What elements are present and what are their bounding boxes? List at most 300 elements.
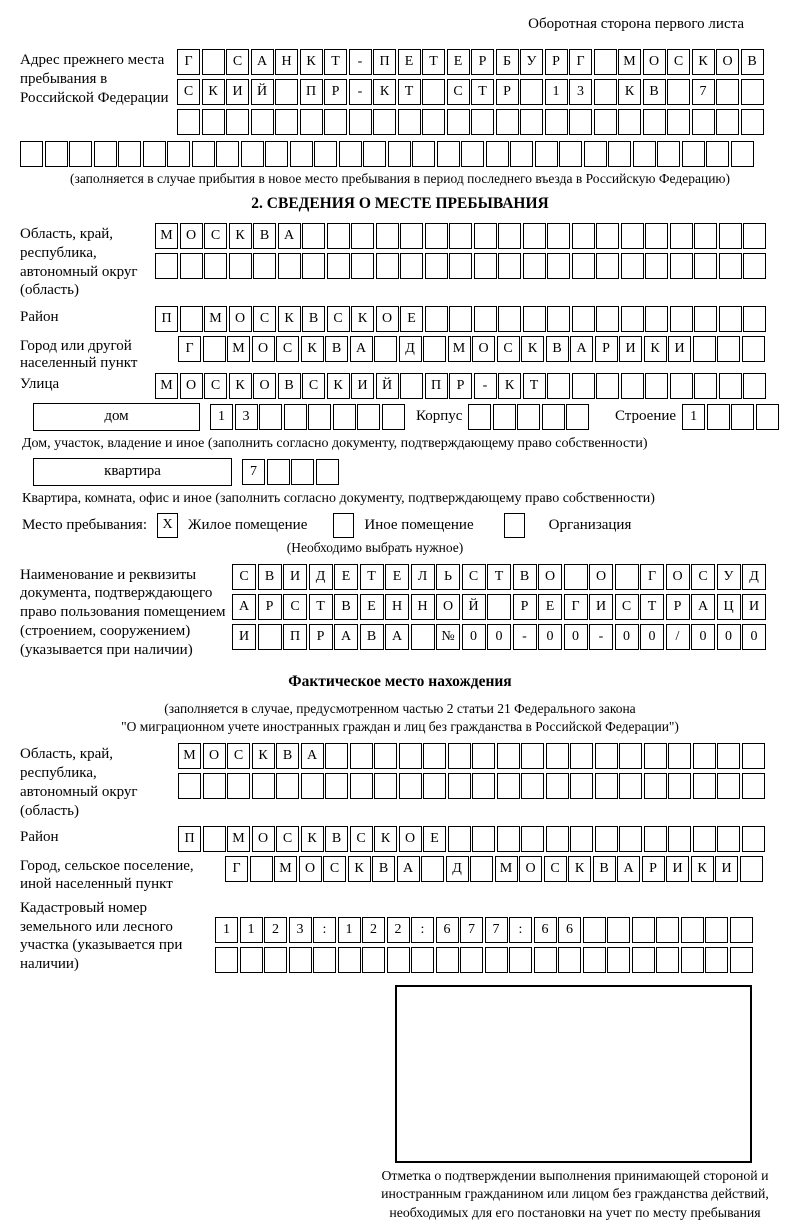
char-box[interactable]: Т [398, 79, 421, 105]
char-box[interactable]: 7 [485, 917, 508, 943]
char-box[interactable] [694, 306, 717, 332]
actual-district-row[interactable] [178, 826, 766, 852]
char-box[interactable]: С [204, 223, 227, 249]
char-box[interactable]: К [229, 223, 252, 249]
char-box[interactable] [461, 141, 484, 167]
char-box[interactable] [694, 373, 717, 399]
char-box[interactable] [667, 109, 690, 135]
char-box[interactable] [742, 336, 765, 362]
char-box[interactable] [448, 826, 471, 852]
char-box[interactable] [425, 253, 448, 279]
char-box[interactable] [705, 917, 728, 943]
char-box[interactable]: К [691, 856, 714, 882]
char-box[interactable] [595, 773, 618, 799]
char-box[interactable]: С [462, 564, 486, 590]
char-box[interactable]: 1 [215, 917, 238, 943]
char-box[interactable] [743, 373, 766, 399]
char-box[interactable]: 7 [692, 79, 715, 105]
char-box[interactable] [542, 404, 565, 430]
char-box[interactable]: В [372, 856, 395, 882]
char-box[interactable]: 1 [682, 404, 705, 430]
char-box[interactable]: С [544, 856, 567, 882]
char-box[interactable]: А [397, 856, 420, 882]
char-box[interactable] [693, 336, 716, 362]
char-box[interactable]: С [204, 373, 227, 399]
char-box[interactable] [693, 826, 716, 852]
prev-address-row-3[interactable] [177, 109, 765, 135]
char-box[interactable] [596, 373, 619, 399]
char-box[interactable] [595, 743, 618, 769]
char-box[interactable]: Т [324, 49, 347, 75]
char-box[interactable] [521, 826, 544, 852]
char-box[interactable]: 7 [242, 459, 265, 485]
char-box[interactable]: Р [449, 373, 472, 399]
char-box[interactable] [566, 404, 589, 430]
char-box[interactable] [487, 594, 511, 620]
char-box[interactable] [670, 223, 693, 249]
char-box[interactable] [374, 743, 397, 769]
char-box[interactable] [94, 141, 117, 167]
char-box[interactable] [546, 743, 569, 769]
char-box[interactable] [308, 404, 331, 430]
char-box[interactable] [275, 79, 298, 105]
char-box[interactable] [376, 223, 399, 249]
char-box[interactable]: 6 [534, 917, 557, 943]
char-box[interactable]: В [643, 79, 666, 105]
char-box[interactable] [584, 141, 607, 167]
char-box[interactable]: Е [447, 49, 470, 75]
char-box[interactable]: - [589, 624, 613, 650]
char-box[interactable] [545, 109, 568, 135]
char-box[interactable] [227, 773, 250, 799]
char-box[interactable] [521, 773, 544, 799]
char-box[interactable]: - [513, 624, 537, 650]
char-box[interactable]: Г [564, 594, 588, 620]
char-box[interactable] [716, 109, 739, 135]
char-box[interactable] [693, 773, 716, 799]
actual-region-row-1[interactable] [178, 743, 766, 769]
char-box[interactable] [523, 306, 546, 332]
char-box[interactable]: Е [400, 306, 423, 332]
char-box[interactable] [241, 141, 264, 167]
char-box[interactable] [644, 773, 667, 799]
char-box[interactable] [731, 141, 754, 167]
char-box[interactable]: К [300, 49, 323, 75]
prev-address-row-1[interactable] [177, 49, 765, 75]
char-box[interactable] [632, 947, 655, 973]
char-box[interactable] [730, 917, 753, 943]
char-box[interactable]: Р [471, 49, 494, 75]
house-number-row[interactable] [210, 404, 406, 430]
char-box[interactable]: - [349, 49, 372, 75]
char-box[interactable] [656, 917, 679, 943]
char-box[interactable] [314, 141, 337, 167]
char-box[interactable]: Г [225, 856, 248, 882]
char-box[interactable]: Й [251, 79, 274, 105]
char-box[interactable] [289, 947, 312, 973]
char-box[interactable]: М [155, 373, 178, 399]
char-box[interactable]: И [589, 594, 613, 620]
char-box[interactable] [486, 141, 509, 167]
char-box[interactable]: П [178, 826, 201, 852]
char-box[interactable] [496, 109, 519, 135]
char-box[interactable] [596, 253, 619, 279]
char-box[interactable]: И [715, 856, 738, 882]
char-box[interactable]: О [589, 564, 613, 590]
char-box[interactable] [621, 373, 644, 399]
char-box[interactable] [615, 564, 639, 590]
char-box[interactable] [742, 826, 765, 852]
char-box[interactable]: Т [471, 79, 494, 105]
char-box[interactable]: Г [640, 564, 664, 590]
actual-city-row[interactable] [225, 856, 764, 882]
char-box[interactable]: А [251, 49, 274, 75]
char-box[interactable] [570, 743, 593, 769]
char-box[interactable] [20, 141, 43, 167]
char-box[interactable] [425, 306, 448, 332]
char-box[interactable] [202, 109, 225, 135]
char-box[interactable] [493, 404, 516, 430]
char-box[interactable] [357, 404, 380, 430]
char-box[interactable] [177, 109, 200, 135]
char-box[interactable] [520, 79, 543, 105]
char-box[interactable]: М [274, 856, 297, 882]
char-box[interactable] [374, 336, 397, 362]
char-box[interactable]: 6 [558, 917, 581, 943]
char-box[interactable] [719, 223, 742, 249]
char-box[interactable]: П [373, 49, 396, 75]
char-box[interactable] [670, 253, 693, 279]
char-box[interactable] [399, 743, 422, 769]
char-box[interactable] [498, 306, 521, 332]
document-row-3[interactable] [232, 624, 768, 650]
char-box[interactable] [668, 773, 691, 799]
char-box[interactable] [398, 109, 421, 135]
char-box[interactable]: 0 [717, 624, 741, 650]
char-box[interactable]: - [474, 373, 497, 399]
char-box[interactable]: 3 [569, 79, 592, 105]
char-box[interactable] [717, 743, 740, 769]
document-row-1[interactable] [232, 564, 768, 590]
char-box[interactable] [594, 109, 617, 135]
char-box[interactable]: А [617, 856, 640, 882]
char-box[interactable]: - [349, 79, 372, 105]
char-box[interactable]: К [692, 49, 715, 75]
char-box[interactable]: К [327, 373, 350, 399]
char-box[interactable] [694, 223, 717, 249]
char-box[interactable] [471, 109, 494, 135]
char-box[interactable] [376, 253, 399, 279]
char-box[interactable] [275, 109, 298, 135]
char-box[interactable] [498, 253, 521, 279]
char-box[interactable]: В [741, 49, 764, 75]
char-box[interactable]: В [325, 336, 348, 362]
char-box[interactable]: В [253, 223, 276, 249]
char-box[interactable]: П [155, 306, 178, 332]
char-box[interactable]: О [436, 594, 460, 620]
char-box[interactable] [670, 373, 693, 399]
char-box[interactable]: О [399, 826, 422, 852]
char-box[interactable] [645, 253, 668, 279]
char-box[interactable] [333, 404, 356, 430]
char-box[interactable] [731, 404, 754, 430]
char-box[interactable] [449, 253, 472, 279]
cadastral-row-1[interactable] [215, 917, 754, 943]
char-box[interactable]: О [252, 336, 275, 362]
char-box[interactable]: А [334, 624, 358, 650]
char-box[interactable]: С [447, 79, 470, 105]
char-box[interactable]: М [618, 49, 641, 75]
char-box[interactable]: № [436, 624, 460, 650]
char-box[interactable]: О [472, 336, 495, 362]
char-box[interactable]: К [373, 79, 396, 105]
char-box[interactable] [423, 743, 446, 769]
char-box[interactable]: К [568, 856, 591, 882]
char-box[interactable] [400, 253, 423, 279]
char-box[interactable] [399, 773, 422, 799]
char-box[interactable]: Р [496, 79, 519, 105]
char-box[interactable]: О [253, 373, 276, 399]
char-box[interactable] [619, 773, 642, 799]
checkbox-organization[interactable] [504, 513, 525, 538]
char-box[interactable]: Р [309, 624, 333, 650]
char-box[interactable] [743, 306, 766, 332]
char-box[interactable]: Н [275, 49, 298, 75]
char-box[interactable] [682, 141, 705, 167]
char-box[interactable] [681, 947, 704, 973]
char-box[interactable] [447, 109, 470, 135]
char-box[interactable]: Л [411, 564, 435, 590]
char-box[interactable] [69, 141, 92, 167]
char-box[interactable]: И [619, 336, 642, 362]
char-box[interactable]: С [691, 564, 715, 590]
char-box[interactable] [742, 773, 765, 799]
char-box[interactable] [621, 223, 644, 249]
char-box[interactable]: К [374, 826, 397, 852]
char-box[interactable]: К [229, 373, 252, 399]
char-box[interactable]: К [618, 79, 641, 105]
char-box[interactable] [300, 109, 323, 135]
char-box[interactable] [412, 141, 435, 167]
char-box[interactable] [619, 743, 642, 769]
char-box[interactable] [259, 404, 282, 430]
char-box[interactable] [350, 773, 373, 799]
char-box[interactable] [692, 109, 715, 135]
char-box[interactable]: Т [309, 594, 333, 620]
char-box[interactable] [472, 773, 495, 799]
char-box[interactable]: К [301, 336, 324, 362]
char-box[interactable]: М [155, 223, 178, 249]
char-box[interactable]: 0 [615, 624, 639, 650]
char-box[interactable] [258, 624, 282, 650]
char-box[interactable]: Ц [717, 594, 741, 620]
char-box[interactable] [423, 336, 446, 362]
block-row[interactable] [468, 404, 591, 430]
char-box[interactable]: И [232, 624, 256, 650]
char-box[interactable] [740, 856, 763, 882]
char-box[interactable] [349, 109, 372, 135]
char-box[interactable] [570, 826, 593, 852]
char-box[interactable]: М [178, 743, 201, 769]
char-box[interactable]: А [385, 624, 409, 650]
prev-address-row-4[interactable] [20, 141, 800, 167]
char-box[interactable] [229, 253, 252, 279]
char-box[interactable] [338, 947, 361, 973]
char-box[interactable]: : [509, 917, 532, 943]
char-box[interactable]: В [278, 373, 301, 399]
char-box[interactable] [523, 223, 546, 249]
char-box[interactable] [180, 306, 203, 332]
char-box[interactable] [742, 743, 765, 769]
char-box[interactable]: К [252, 743, 275, 769]
house-type-box[interactable]: дом [33, 403, 200, 431]
char-box[interactable] [203, 773, 226, 799]
char-box[interactable]: А [691, 594, 715, 620]
char-box[interactable] [535, 141, 558, 167]
char-box[interactable] [719, 373, 742, 399]
char-box[interactable]: Й [462, 594, 486, 620]
char-box[interactable]: С [350, 826, 373, 852]
char-box[interactable]: 0 [742, 624, 766, 650]
char-box[interactable] [619, 826, 642, 852]
char-box[interactable] [730, 947, 753, 973]
char-box[interactable] [460, 947, 483, 973]
char-box[interactable] [645, 223, 668, 249]
char-box[interactable] [632, 917, 655, 943]
actual-region-row-2[interactable] [178, 773, 766, 799]
char-box[interactable] [411, 624, 435, 650]
char-box[interactable]: Р [595, 336, 618, 362]
char-box[interactable]: О [180, 223, 203, 249]
apartment-number-row[interactable] [242, 459, 340, 485]
document-row-2[interactable] [232, 594, 768, 620]
char-box[interactable] [706, 141, 729, 167]
char-box[interactable] [756, 404, 779, 430]
char-box[interactable]: 1 [338, 917, 361, 943]
char-box[interactable] [339, 141, 362, 167]
char-box[interactable] [250, 856, 273, 882]
char-box[interactable] [265, 141, 288, 167]
char-box[interactable] [717, 336, 740, 362]
char-box[interactable] [570, 773, 593, 799]
char-box[interactable] [618, 109, 641, 135]
district-row[interactable] [155, 306, 768, 332]
char-box[interactable]: Г [569, 49, 592, 75]
char-box[interactable]: С [253, 306, 276, 332]
char-box[interactable]: Н [385, 594, 409, 620]
char-box[interactable]: К [202, 79, 225, 105]
char-box[interactable] [468, 404, 491, 430]
char-box[interactable] [594, 79, 617, 105]
char-box[interactable] [143, 141, 166, 167]
char-box[interactable]: Т [422, 49, 445, 75]
char-box[interactable]: И [666, 856, 689, 882]
char-box[interactable]: Т [640, 594, 664, 620]
char-box[interactable] [448, 773, 471, 799]
char-box[interactable] [743, 223, 766, 249]
char-box[interactable] [351, 223, 374, 249]
char-box[interactable]: В [546, 336, 569, 362]
char-box[interactable] [253, 253, 276, 279]
char-box[interactable]: П [425, 373, 448, 399]
char-box[interactable] [203, 336, 226, 362]
char-box[interactable] [668, 826, 691, 852]
char-box[interactable]: Е [385, 564, 409, 590]
char-box[interactable]: М [227, 336, 250, 362]
char-box[interactable] [595, 826, 618, 852]
char-box[interactable] [474, 306, 497, 332]
char-box[interactable] [594, 49, 617, 75]
char-box[interactable] [449, 306, 472, 332]
cadastral-row-2[interactable] [215, 947, 754, 973]
char-box[interactable] [572, 373, 595, 399]
char-box[interactable]: Ь [436, 564, 460, 590]
char-box[interactable] [534, 947, 557, 973]
char-box[interactable]: Н [411, 594, 435, 620]
char-box[interactable] [204, 253, 227, 279]
char-box[interactable] [741, 79, 764, 105]
char-box[interactable] [291, 459, 314, 485]
char-box[interactable] [302, 253, 325, 279]
char-box[interactable] [202, 49, 225, 75]
char-box[interactable] [583, 947, 606, 973]
char-box[interactable] [374, 773, 397, 799]
char-box[interactable] [607, 917, 630, 943]
char-box[interactable] [474, 253, 497, 279]
char-box[interactable] [472, 743, 495, 769]
char-box[interactable] [667, 79, 690, 105]
char-box[interactable]: Р [324, 79, 347, 105]
char-box[interactable] [705, 947, 728, 973]
char-box[interactable] [607, 947, 630, 973]
char-box[interactable] [302, 223, 325, 249]
char-box[interactable] [373, 109, 396, 135]
char-box[interactable]: Р [666, 594, 690, 620]
char-box[interactable] [547, 253, 570, 279]
char-box[interactable] [643, 109, 666, 135]
char-box[interactable]: О [203, 743, 226, 769]
apartment-type-box[interactable]: квартира [33, 458, 232, 486]
char-box[interactable] [400, 373, 423, 399]
char-box[interactable] [350, 743, 373, 769]
char-box[interactable] [497, 826, 520, 852]
char-box[interactable] [497, 773, 520, 799]
char-box[interactable]: О [299, 856, 322, 882]
char-box[interactable] [596, 306, 619, 332]
char-box[interactable]: М [448, 336, 471, 362]
char-box[interactable] [668, 743, 691, 769]
char-box[interactable]: С [232, 564, 256, 590]
char-box[interactable] [226, 109, 249, 135]
char-box[interactable] [325, 743, 348, 769]
char-box[interactable] [301, 773, 324, 799]
char-box[interactable] [523, 253, 546, 279]
char-box[interactable]: 2 [264, 917, 287, 943]
char-box[interactable] [743, 253, 766, 279]
char-box[interactable]: Т [523, 373, 546, 399]
char-box[interactable]: С [177, 79, 200, 105]
char-box[interactable]: Т [360, 564, 384, 590]
char-box[interactable]: С [667, 49, 690, 75]
city-row[interactable] [178, 336, 766, 362]
char-box[interactable] [509, 947, 532, 973]
char-box[interactable]: У [717, 564, 741, 590]
char-box[interactable]: П [283, 624, 307, 650]
char-box[interactable]: И [351, 373, 374, 399]
char-box[interactable]: 1 [210, 404, 233, 430]
region-row-2[interactable] [155, 253, 768, 279]
char-box[interactable]: П [300, 79, 323, 105]
